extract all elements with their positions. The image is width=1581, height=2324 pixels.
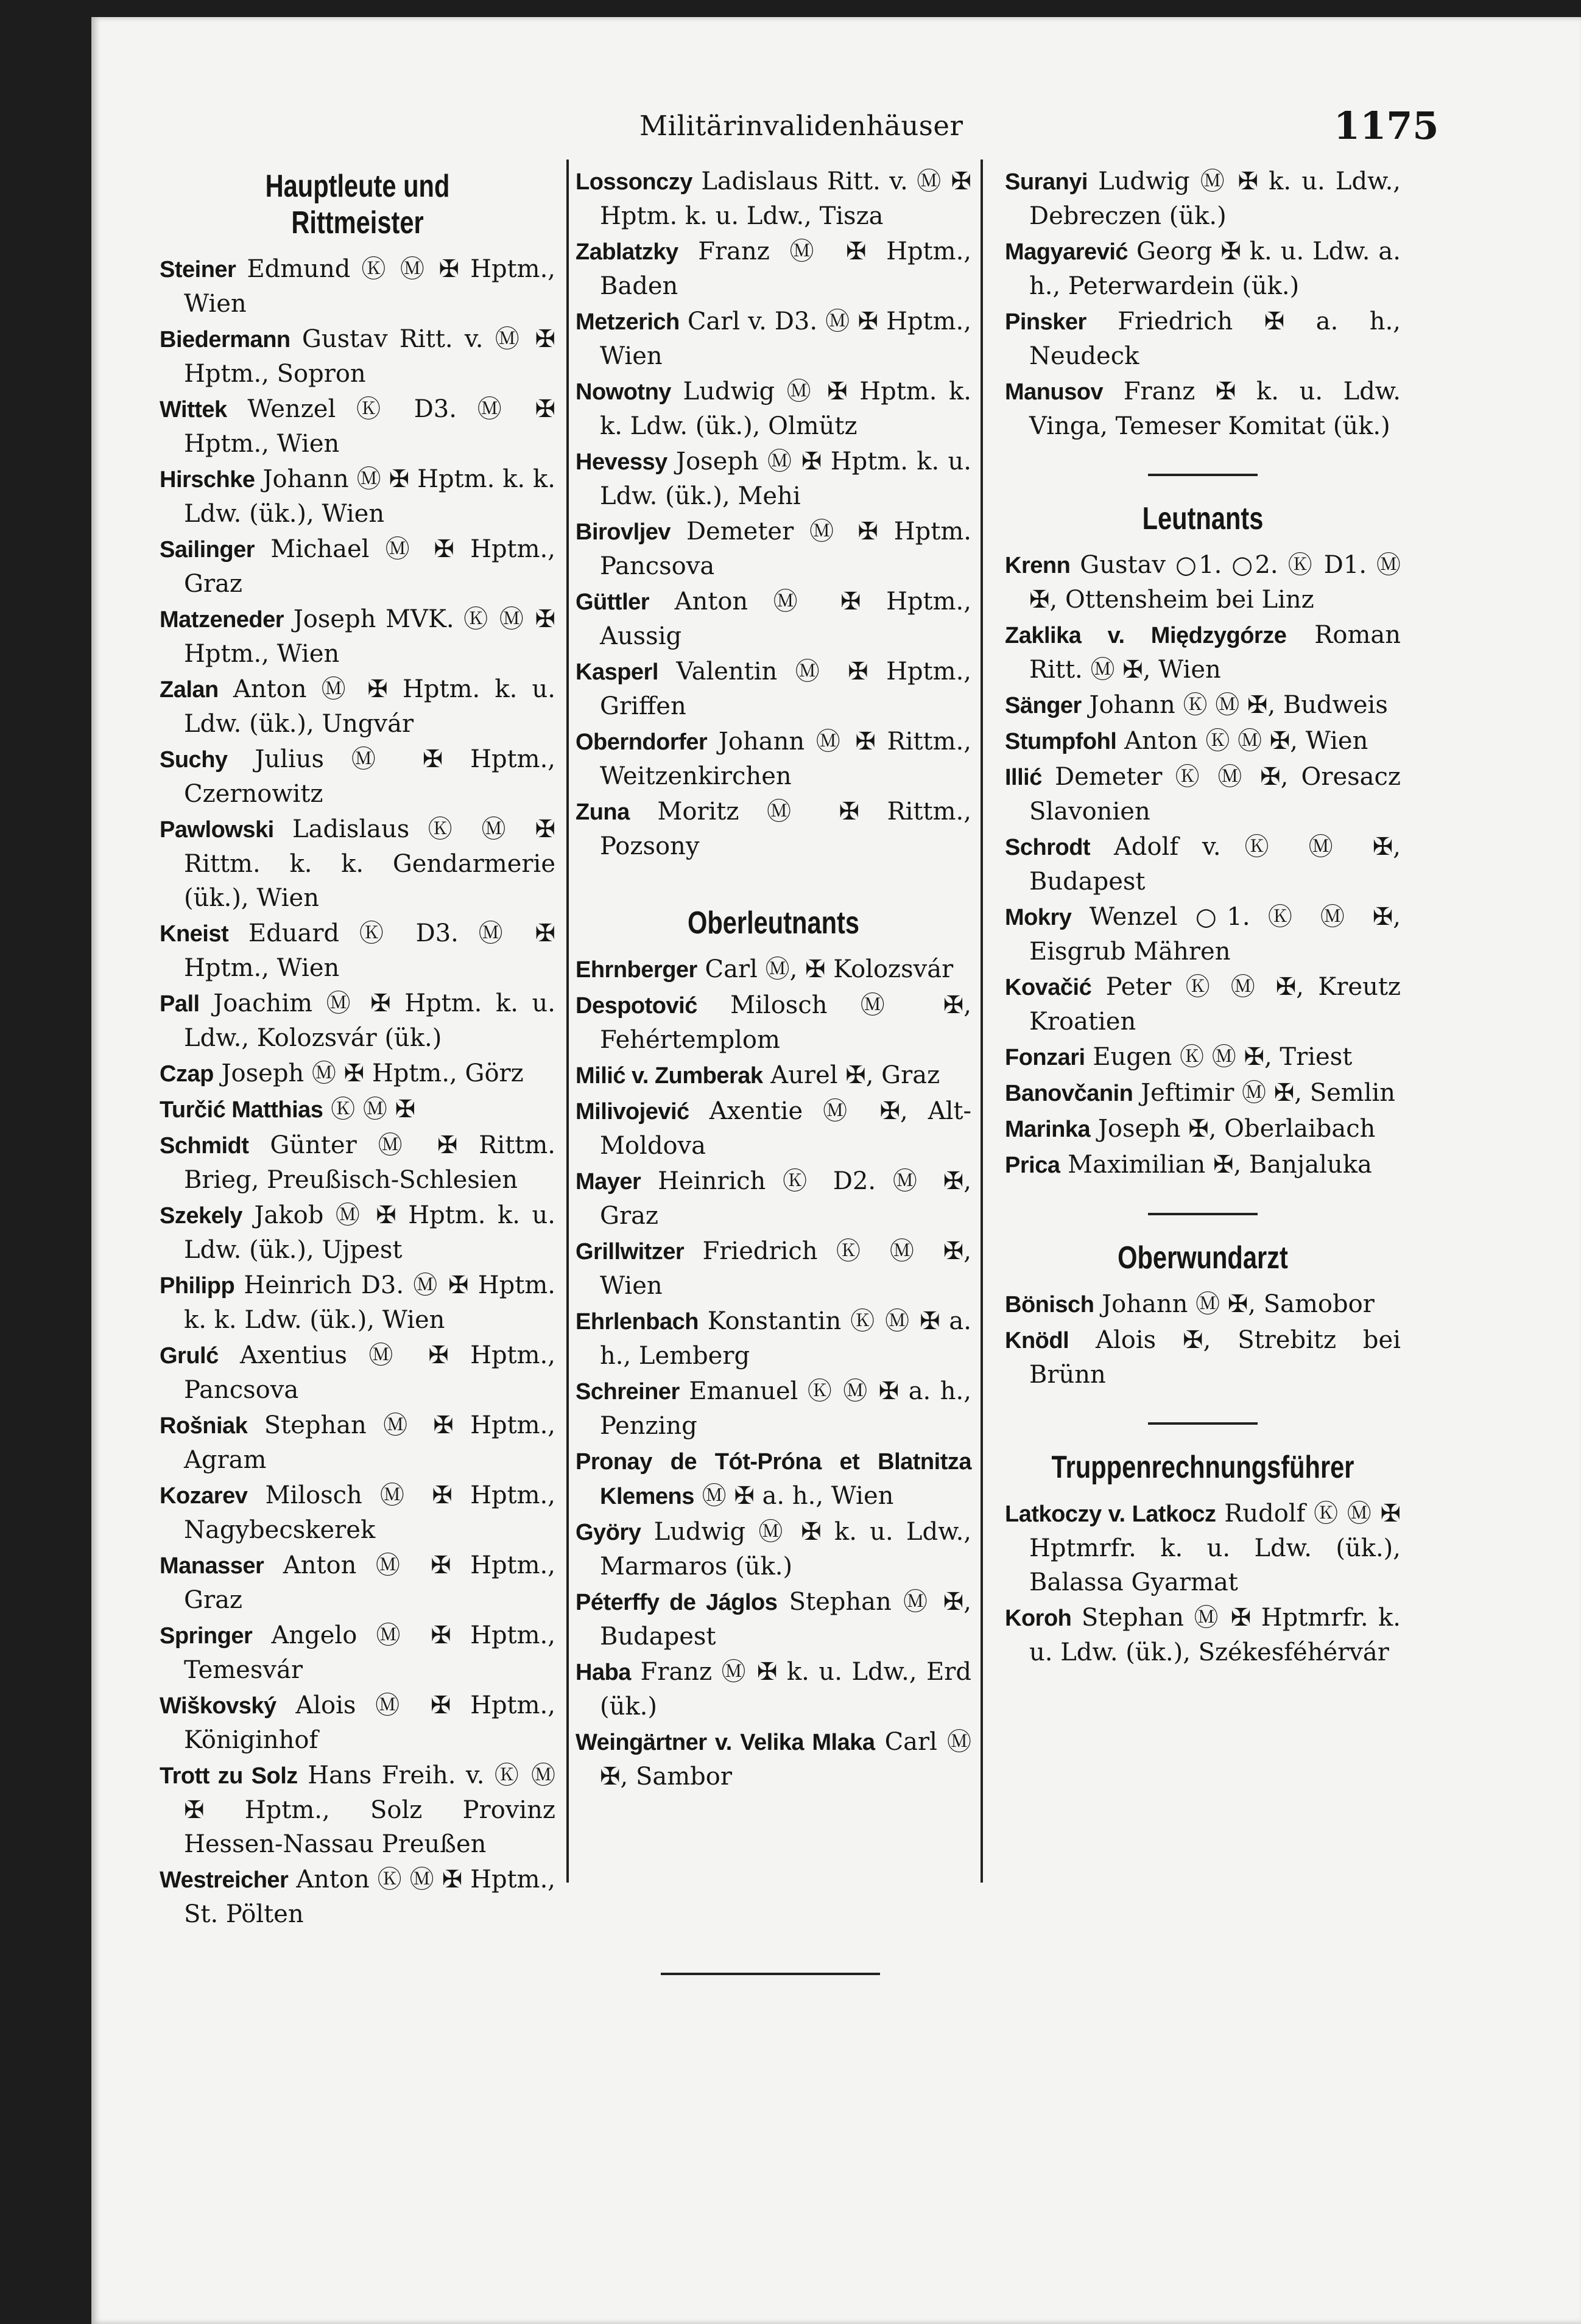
entry-surname: Turčić Matthias (160, 1097, 323, 1123)
entry-surname: Manasser (160, 1553, 264, 1579)
entry-surname: Zuna (576, 799, 630, 825)
entry-surname: Trott zu Solz (160, 1763, 298, 1789)
register-entry (576, 1444, 971, 1514)
entry-surname: Ehrlenbach (576, 1309, 699, 1335)
register-entry (576, 988, 971, 1057)
entry-surname: Koroh (1005, 1606, 1072, 1631)
register-entry (576, 234, 971, 303)
entry-details: Konstantin Ⓚ Ⓜ ✠ a. h., Lemberg (600, 1307, 971, 1370)
section-heading: Hauptleute und Rittmeister (265, 169, 450, 240)
register-entry (160, 812, 555, 915)
register-entry (576, 1058, 971, 1093)
register-entry (160, 1338, 555, 1407)
register-entry (1005, 1112, 1401, 1146)
entry-surname: Mokry (1005, 905, 1072, 930)
register-entry (160, 1198, 555, 1267)
entry-details: Eduard Ⓚ D3. Ⓜ ✠ Hptm., Wien (184, 919, 555, 982)
register-entry (160, 1478, 555, 1547)
entry-details: Demeter Ⓚ Ⓜ ✠, Oresacz Slavonien (1029, 763, 1401, 826)
register-entry (576, 952, 971, 987)
entry-details: Ludwig Ⓜ ✠ Hptm. k. k. Ldw. (ük.), Olmütz (600, 377, 971, 440)
entry-details: Maximilian ✠, Banjaluka (1060, 1151, 1372, 1179)
entry-details: Rudolf Ⓚ Ⓜ ✠ Hptmrfr. k. u. Ldw. (ük.), Balassa Gyarmat (1029, 1500, 1401, 1596)
entry-details: Alois ✠, Strebitz bei Brünn (1029, 1326, 1401, 1389)
entry-surname: Grillwitzer (576, 1239, 685, 1265)
entry-details: Axentius Ⓜ ✠ Hptm., Pancsova (184, 1341, 555, 1404)
register-entry (1005, 688, 1401, 723)
entry-details: Gustav ○1. ○2. Ⓚ D1. Ⓜ ✠, Ottensheim bei Linz (1029, 551, 1401, 614)
register-entry (576, 1094, 971, 1163)
entry-surname: Rošniak (160, 1413, 248, 1439)
section-heading: Oberleutnants (688, 905, 859, 941)
entry-details: Carl v. D3. Ⓜ ✠ Hptm., Wien (600, 307, 971, 370)
register-entry (1005, 1076, 1401, 1111)
entry-surname: Suranyi (1005, 169, 1088, 195)
section-divider (1148, 1213, 1258, 1215)
column-3 (1005, 164, 1401, 1671)
entry-details: Franz ✠ k. u. Ldw. Vinga, Temeser Komitat (ük.) (1029, 377, 1401, 440)
register-entry (576, 1374, 971, 1443)
entry-surname: Hirschke (160, 467, 255, 493)
entry-surname: Despotović (576, 993, 697, 1019)
entry-surname: Metzerich (576, 309, 680, 335)
entry-details: Milosch Ⓜ ✠ Hptm., Nagybecskerek (184, 1481, 555, 1544)
register-entry (576, 1725, 971, 1794)
register-entry (160, 252, 555, 321)
entry-details: Emanuel Ⓚ Ⓜ ✠ a. h., Penzing (600, 1377, 971, 1440)
entry-surname: Kovačić (1005, 975, 1092, 1000)
entry-surname: Wittek (160, 397, 227, 423)
page-number: 1175 (1334, 104, 1439, 148)
entry-surname: Krenn (1005, 553, 1071, 578)
entry-surname: Banovčanin (1005, 1081, 1133, 1106)
entry-surname: Sailinger (160, 537, 255, 563)
register-entry (160, 1056, 555, 1091)
entry-surname: Fonzari (1005, 1045, 1085, 1070)
entry-details: Eugen Ⓚ Ⓜ ✠, Triest (1085, 1043, 1353, 1071)
entry-details: Heinrich Ⓚ D2. Ⓜ ✠, Graz (600, 1167, 971, 1230)
entry-surname: Zablatzky (576, 239, 678, 265)
entry-details: Valentin Ⓜ ✠ Hptm., Griffen (600, 658, 971, 720)
register-entry (1005, 548, 1401, 617)
entry-details: Angelo Ⓜ ✠ Hptm., Temesvár (184, 1621, 555, 1684)
entry-details: Aurel ✠, Graz (762, 1061, 940, 1089)
register-entry (160, 602, 555, 671)
closing-rule (661, 1973, 880, 1975)
entry-details: Moritz Ⓜ ✠ Rittm., Pozsony (600, 798, 971, 860)
entry-details: Wenzel ○1. Ⓚ Ⓜ ✠, Eisgrub Mähren (1029, 903, 1401, 966)
register-entry (160, 532, 555, 601)
column-rule-left (566, 160, 569, 1883)
entry-details: Stephan Ⓜ ✠ Hptm., Agram (184, 1411, 555, 1474)
register-entry (160, 1092, 555, 1127)
entry-surname: Bönisch (1005, 1292, 1094, 1318)
entry-surname: Haba (576, 1660, 631, 1685)
column-2 (576, 164, 971, 1795)
entry-surname: Sänger (1005, 693, 1082, 718)
entry-surname: Ehrnberger (576, 957, 697, 983)
register-entry (160, 1688, 555, 1757)
entry-surname: Wiškovský (160, 1693, 276, 1719)
entry-surname: Mayer (576, 1169, 641, 1195)
entry-details: Ⓚ Ⓜ ✠ (323, 1095, 416, 1123)
entry-details: Anton Ⓚ Ⓜ ✠ Hptm., St. Pölten (184, 1866, 555, 1928)
entry-surname: Weingärtner v. Velika Mlaka (576, 1730, 875, 1755)
register-entry (1005, 900, 1401, 969)
entry-surname: Suchy (160, 747, 228, 773)
entry-surname: Steiner (160, 257, 236, 283)
entry-surname: Pawlowski (160, 817, 274, 843)
register-entry (160, 1758, 555, 1861)
entry-surname: Westreicher (160, 1867, 289, 1893)
register-entry (1005, 830, 1401, 899)
entry-surname: Milivojević (576, 1099, 689, 1125)
entry-surname: Lossonczy (576, 169, 692, 195)
section-heading: Oberwundarzt (1118, 1240, 1288, 1276)
entry-details: Anton Ⓚ Ⓜ ✠, Wien (1116, 727, 1368, 755)
entry-surname: Pall (160, 991, 200, 1017)
register-entry (1005, 724, 1401, 759)
entry-details: Michael Ⓜ ✠ Hptm., Graz (184, 535, 555, 598)
entry-surname: Schrodt (1005, 835, 1091, 860)
register-entry (160, 1548, 555, 1617)
entry-surname: Schreiner (576, 1379, 680, 1405)
entry-details: Joseph Ⓜ ✠ Hptm., Görz (213, 1059, 524, 1087)
register-entry (1005, 618, 1401, 687)
entry-details: Alois Ⓜ ✠ Hptm., Königinhof (184, 1691, 555, 1754)
register-entry (1005, 1148, 1401, 1182)
entry-details: Friedrich ✠ a. h., Neudeck (1029, 307, 1401, 370)
entry-details: Hans Freih. v. Ⓚ Ⓜ ✠ Hptm., Solz Provinz Hessen-Nassau Preußen (184, 1761, 555, 1858)
register-entry (160, 986, 555, 1055)
entry-surname: Prica (1005, 1153, 1060, 1178)
entry-surname: Kozarev (160, 1483, 248, 1509)
entry-surname: Güttler (576, 589, 650, 615)
entry-details: Friedrich Ⓚ Ⓜ ✠, Wien (600, 1237, 971, 1300)
entry-surname: Oberndorfer (576, 729, 708, 755)
section-divider (1148, 1422, 1258, 1425)
entry-surname: Biedermann (160, 327, 290, 353)
register-entry (576, 374, 971, 443)
entry-surname: Birovljev (576, 519, 671, 545)
entry-details: Anton Ⓜ ✠ Hptm., Aussig (600, 588, 971, 650)
register-entry (160, 742, 555, 811)
register-entry (160, 672, 555, 741)
entry-details: Franz Ⓜ ✠ Hptm., Baden (600, 237, 971, 300)
register-entry (576, 444, 971, 513)
register-entry (576, 1234, 971, 1303)
entry-surname: Marinka (1005, 1117, 1091, 1142)
section-divider (1148, 474, 1258, 476)
entry-details: Johann Ⓜ ✠ Hptm. k. k. Ldw. (ük.), Wien (184, 465, 555, 528)
entry-details: Franz Ⓜ ✠ k. u. Ldw., Erd (ük.) (600, 1658, 971, 1721)
register-entry (576, 1515, 971, 1584)
entry-surname: Szekely (160, 1203, 242, 1229)
register-entry (576, 514, 971, 583)
register-entry (576, 1304, 971, 1373)
register-entry (160, 1128, 555, 1197)
entry-details: Johann Ⓜ ✠, Samobor (1094, 1290, 1375, 1318)
register-entry (576, 1585, 971, 1654)
register-entry (576, 164, 971, 233)
entry-details: Stephan Ⓜ ✠ Hptmrfr. k. u. Ldw. (ük.), Székesféhérvár (1029, 1604, 1401, 1666)
entry-details: Jeftimir Ⓜ ✠, Semlin (1133, 1079, 1396, 1107)
register-entry (1005, 1287, 1401, 1322)
register-entry (1005, 1601, 1401, 1669)
entry-details: Anton Ⓜ ✠ Hptm. k. u. Ldw. (ük.), Ungvár (184, 675, 555, 738)
register-entry (576, 304, 971, 373)
register-entry (576, 795, 971, 863)
register-entry (160, 1408, 555, 1477)
register-entry (1005, 970, 1401, 1039)
entry-details: Ludwig Ⓜ ✠ k. u. Ldw., Debreczen (ük.) (1029, 167, 1401, 230)
entry-details: Adolf v. Ⓚ Ⓜ ✠, Budapest (1029, 833, 1401, 896)
entry-details: Joseph Ⓜ ✠ Hptm. k. u. Ldw. (ük.), Mehi (600, 448, 971, 510)
entry-surname: Pronay de Tót-Próna et Blatnitza Klemens (576, 1449, 971, 1509)
running-header: Militärinvalidenhäuser (639, 110, 963, 142)
entry-details: Wenzel Ⓚ D3. Ⓜ ✠ Hptm., Wien (184, 395, 555, 458)
entry-details: Milosch Ⓜ ✠, Fehértemplom (600, 991, 971, 1054)
entry-details: Jakob Ⓜ ✠ Hptm. k. u. Ldw. (ük.), Ujpest (184, 1201, 555, 1264)
entry-surname: Czap (160, 1061, 214, 1087)
register-entry (576, 1164, 971, 1233)
entry-details: Julius Ⓜ ✠ Hptm., Czernowitz (184, 745, 555, 808)
register-entry (1005, 760, 1401, 829)
register-entry (1005, 374, 1401, 443)
register-entry (160, 392, 555, 461)
entry-details: Anton Ⓜ ✠ Hptm., Graz (184, 1551, 555, 1614)
entry-details: Heinrich D3. Ⓜ ✠ Hptm. k. k. Ldw. (ük.), Wien (184, 1271, 555, 1334)
entry-details: Axentie Ⓜ ✠, Alt-Moldova (600, 1097, 971, 1160)
entry-details: Demeter Ⓜ ✠ Hptm. Pancsova (600, 518, 971, 580)
entry-details: Roman Ritt. Ⓜ ✠, Wien (1029, 621, 1401, 684)
register-entry (576, 1655, 971, 1724)
register-entry (1005, 1323, 1401, 1392)
entry-surname: Nowotny (576, 379, 671, 405)
register-entry (1005, 1497, 1401, 1599)
section-heading: Leutnants (1142, 501, 1264, 536)
entry-surname: Latkoczy v. Latkocz (1005, 1501, 1216, 1527)
column-rule-right (981, 160, 983, 1883)
entry-surname: Zalan (160, 677, 219, 703)
register-entry (160, 462, 555, 531)
register-entry (576, 655, 971, 723)
register-entry (160, 916, 555, 985)
register-entry (1005, 304, 1401, 373)
entry-surname: Schmidt (160, 1133, 249, 1159)
entry-surname: Milić v. Zumberak (576, 1063, 763, 1089)
entry-details: Joseph ✠, Oberlaibach (1090, 1115, 1376, 1143)
entry-surname: Grulć (160, 1343, 219, 1369)
entry-surname: Hevessy (576, 449, 667, 475)
entry-details: Joachim Ⓜ ✠ Hptm. k. u. Ldw., Kolozsvár (ük.) (184, 989, 555, 1052)
entry-details: Joseph MVK. Ⓚ Ⓜ ✠ Hptm., Wien (184, 605, 555, 668)
entry-details: Carl Ⓜ, ✠ Kolozsvár (697, 955, 954, 983)
entry-details: Johann Ⓚ Ⓜ ✠, Budweis (1081, 691, 1388, 719)
entry-surname: Péterffy de Jáglos (576, 1590, 778, 1615)
entry-surname: Magyarević (1005, 239, 1129, 265)
entry-surname: Matzeneder (160, 607, 284, 633)
entry-details: Peter Ⓚ Ⓜ ✠, Kreutz Kroatien (1029, 973, 1401, 1036)
entry-details: Ladislaus Ritt. v. Ⓜ ✠ Hptm. k. u. Ldw., Tisza (600, 167, 971, 230)
entry-surname: Pinsker (1005, 309, 1086, 335)
column-1 (160, 164, 555, 1933)
entry-details: Carl Ⓜ ✠, Sambor (600, 1728, 972, 1791)
entry-details: Stephan Ⓜ ✠, Budapest (600, 1588, 972, 1651)
entry-surname: Györy (576, 1520, 641, 1545)
entry-details: Johann Ⓜ ✠ Rittm., Weitzenkirchen (600, 728, 971, 790)
entry-details: Ⓜ ✠ a. h., Wien (694, 1482, 894, 1510)
entry-details: Edmund Ⓚ Ⓜ ✠ Hptm., Wien (184, 255, 555, 318)
section-heading: Truppenrechnungsführer (1051, 1450, 1354, 1485)
register-entry (1005, 164, 1401, 233)
register-entry (160, 322, 555, 391)
register-entry (1005, 1040, 1401, 1075)
entry-details: Ludwig Ⓜ ✠ k. u. Ldw., Marmaros (ük.) (600, 1518, 971, 1581)
entry-surname: Springer (160, 1623, 253, 1649)
register-entry (1005, 234, 1401, 303)
entry-surname: Zaklika v. Międzygórze (1005, 623, 1287, 648)
entry-surname: Philipp (160, 1273, 235, 1299)
entry-details: Gustav Ritt. v. Ⓜ ✠ Hptm., Sopron (184, 325, 555, 388)
entry-surname: Stumpfohl (1005, 729, 1117, 754)
entry-surname: Manusov (1005, 379, 1104, 405)
entry-surname: Kneist (160, 921, 229, 947)
register-entry (576, 585, 971, 653)
register-entry (160, 1268, 555, 1337)
register-entry (160, 1862, 555, 1931)
entry-surname: Kasperl (576, 659, 658, 685)
register-entry (160, 1618, 555, 1687)
entry-surname: Illić (1005, 765, 1042, 790)
entry-details: Günter Ⓜ ✠ Rittm. Brieg, Preußisch-Schlesien (184, 1131, 555, 1194)
register-entry (576, 725, 971, 793)
entry-details: Ladislaus Ⓚ Ⓜ ✠ Rittm. k. k. Gendarmerie (ük.), Wien (184, 815, 555, 912)
entry-surname: Knödl (1005, 1328, 1069, 1353)
entry-details: Georg ✠ k. u. Ldw. a. h., Peterwardein (ük.) (1029, 237, 1401, 300)
